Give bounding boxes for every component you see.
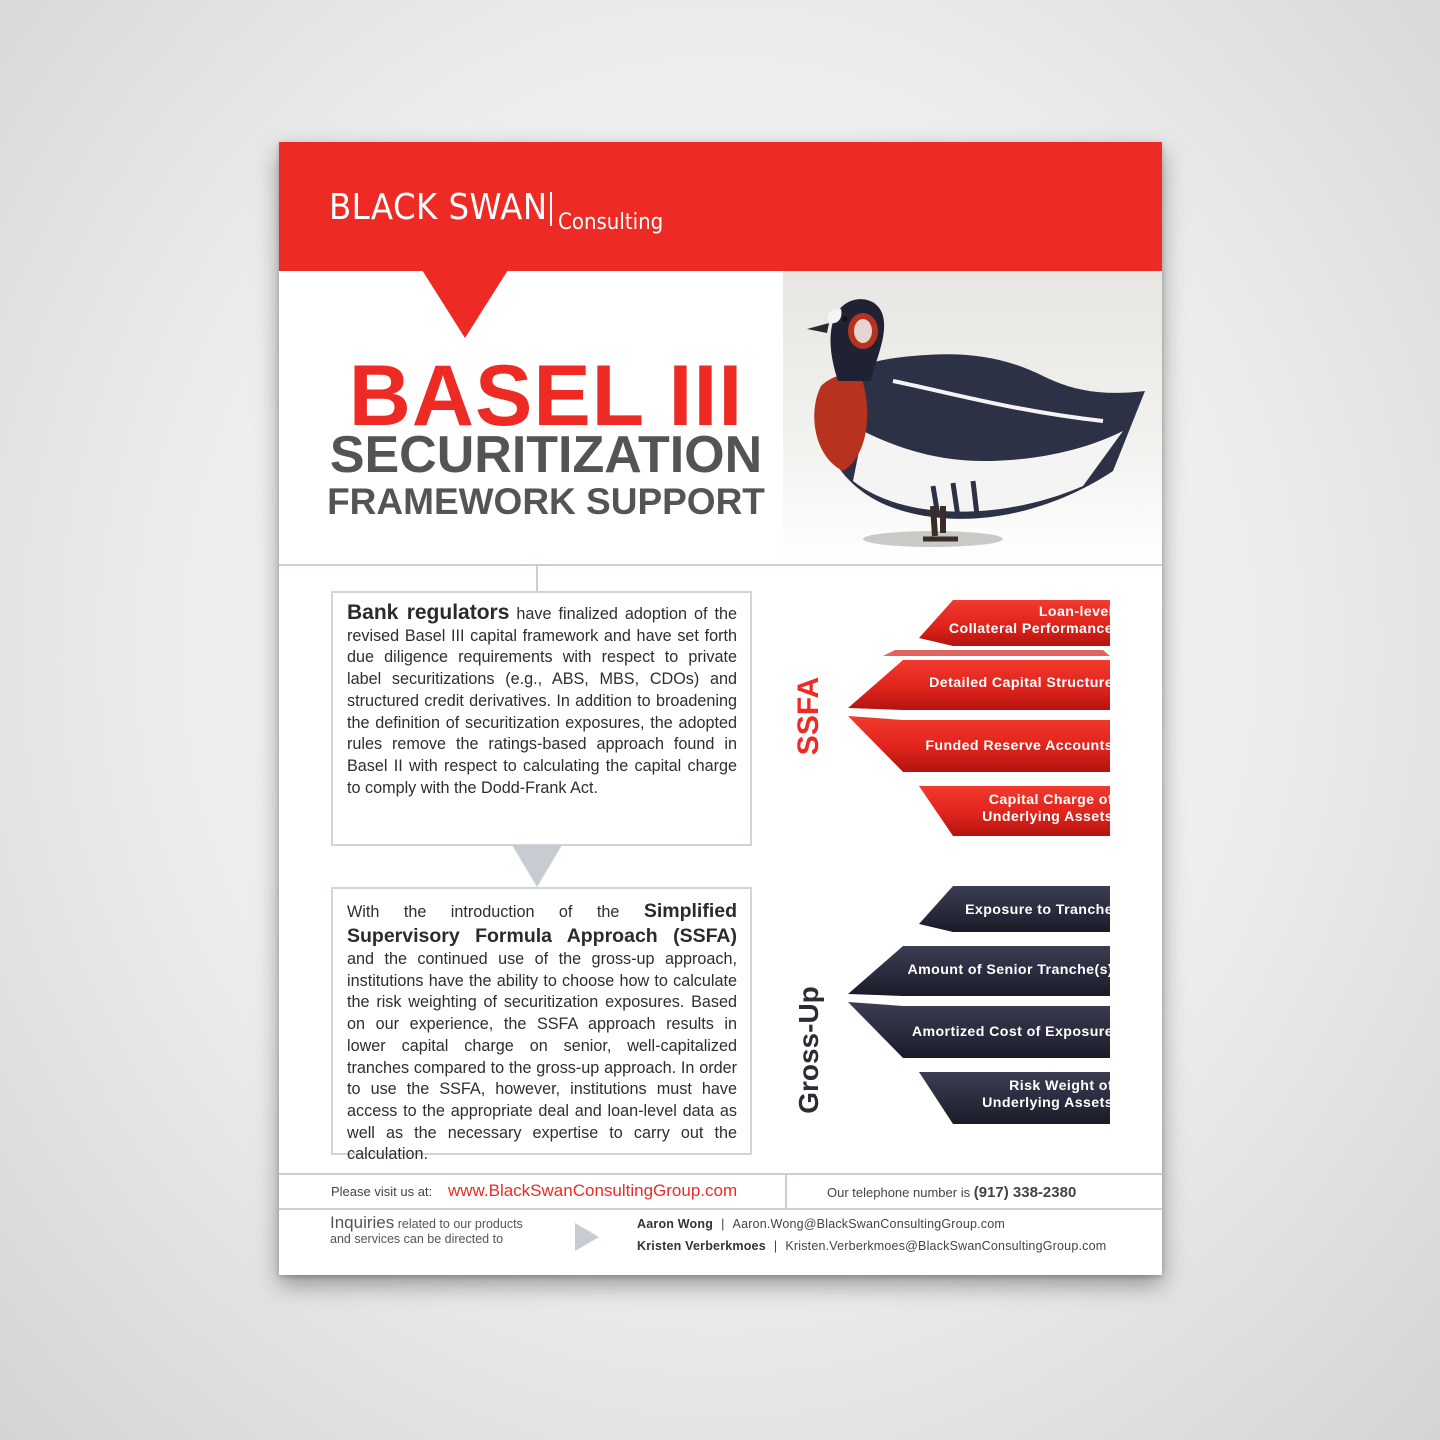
telephone-number[interactable]: (917) 338-2380 <box>973 1184 1077 1201</box>
ssfa-body: and the continued use of the gross-up approach, institutions have the ability to choose how to calculate the risk weighting of securitization exposures. Based on our experience, the SSFA approach results in lower capital charge on senior, well-capitalized tranches compared to the gross-up approach. In order to use the SSFA, however, institutions must have access to the appropriate deal and loan-level data as well as the necessary expertise to carry out the calculation. <box>347 950 737 1164</box>
ssfa-item-4: Capital Charge of Underlying Assets <box>982 792 1113 825</box>
inquiries-line1: related to our products <box>394 1217 523 1231</box>
contact-name: Aaron Wong <box>637 1217 714 1231</box>
regulators-body: have finalized adoption of the revised Basel III capital framework and have set forth due diligence requirements with respect to private label securitizations (e.g., ABS, MBS, CDOs) and structured credit derivatives. In addition to broadening the definition of securitization exposures, the adopted rules remove the ratings-based approach found in Basel II with respect to calculating the capital charge to comply with the Dodd-Frank Act. <box>347 605 737 797</box>
goose-illustration <box>783 271 1162 564</box>
website-link[interactable]: www.BlackSwanConsultingGroup.com <box>448 1181 738 1200</box>
grossup-item-3: Amortized Cost of Exposure <box>911 1024 1113 1040</box>
flyer-sheet <box>279 142 1162 1275</box>
headline-framework: FRAMEWORK SUPPORT <box>327 481 765 522</box>
grossup-item-4: Risk Weight of Underlying Assets <box>982 1078 1113 1111</box>
header-band <box>279 142 1162 271</box>
regulators-textbox <box>331 591 752 846</box>
grossup-item-1: Exposure to Tranche <box>965 902 1113 918</box>
grossup-item-2: Amount of Senior Tranche(s) <box>907 962 1113 978</box>
footer-divider-bottom <box>279 1208 1162 1210</box>
contact-row: Kristen Verberkmoes | Kristen.Verberkmoes@BlackSwanConsultingGroup.com <box>637 1239 1107 1253</box>
footer-divider-top <box>279 1173 1162 1175</box>
logo-divider <box>550 192 552 226</box>
connector-line <box>536 566 538 592</box>
ssfa-textbox <box>331 887 752 1164</box>
inquiries-line2: and services can be directed to <box>330 1232 504 1246</box>
contact-name: Kristen Verberkmoes <box>637 1239 766 1253</box>
brand-name: BLACK SWAN <box>329 187 548 228</box>
triangle-down-icon <box>422 270 508 338</box>
contact-row: Aaron Wong | Aaron.Wong@BlackSwanConsultingGroup.com <box>637 1217 1006 1231</box>
visit-label: Please visit us at: <box>331 1184 433 1199</box>
regulators-lead: Bank regulators <box>347 601 510 624</box>
ssfa-item-3: Funded Reserve Accounts <box>925 738 1113 754</box>
footer-separator <box>785 1175 787 1208</box>
ssfa-label: SSFA <box>792 676 825 756</box>
contact-email[interactable]: Aaron.Wong@BlackSwanConsultingGroup.com <box>732 1217 1006 1231</box>
arrow-diagram <box>843 598 1113 1178</box>
down-triangle-icon <box>512 845 562 887</box>
ssfa-item-2: Detailed Capital Structure <box>929 675 1113 691</box>
contact-email[interactable]: Kristen.Verberkmoes@BlackSwanConsultingGroup.com <box>785 1239 1107 1253</box>
goose-photo <box>783 271 1162 564</box>
ssfa-intro: With the introduction of the <box>347 903 644 921</box>
telephone-label: Our telephone number is <box>827 1185 971 1200</box>
grossup-label: Gross-Up <box>793 986 824 1114</box>
section-divider <box>279 564 1162 566</box>
inquiries-text <box>330 1215 523 1247</box>
ssfa-lead: Simplified Supervisory Formula Approach (SSFA) <box>347 900 737 947</box>
inquiries-heading: Inquiries <box>330 1213 395 1232</box>
brand-sub: Consulting <box>557 210 664 235</box>
headline-securitization: SECURITIZATION <box>329 426 763 484</box>
headline-basel: BASEL III <box>348 348 744 444</box>
ssfa-item-1: Loan-level Collateral Performance <box>948 604 1113 637</box>
telephone <box>827 1184 1076 1201</box>
brand-logo <box>329 187 675 235</box>
play-arrow-icon <box>575 1223 599 1251</box>
